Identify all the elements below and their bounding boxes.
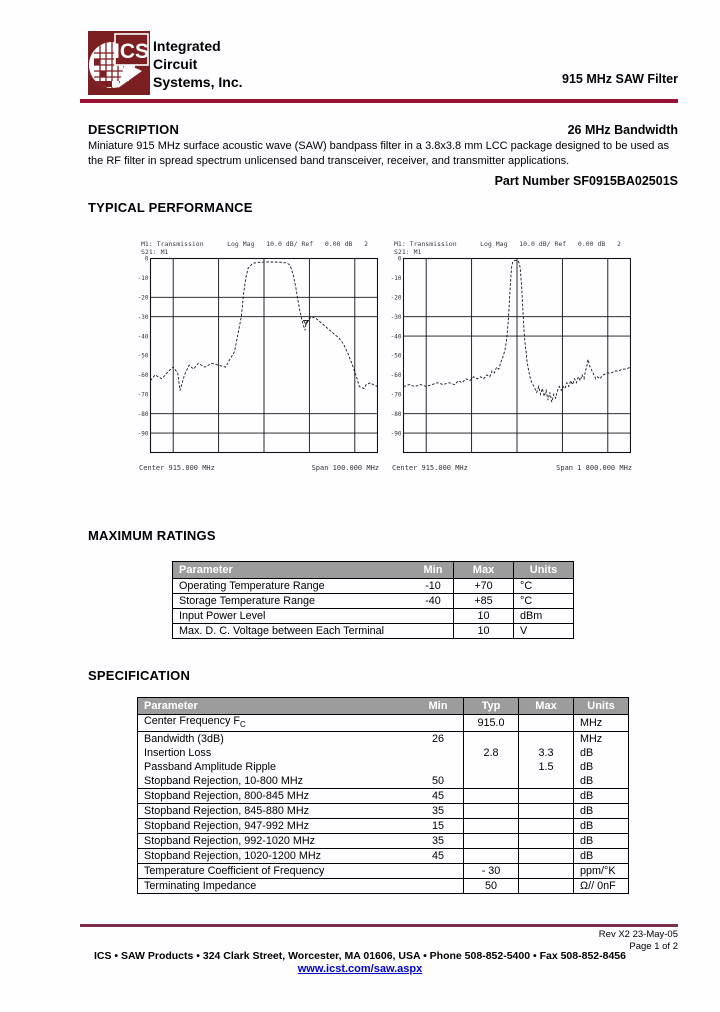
table-cell (463, 774, 518, 789)
table-cell: +70 (453, 579, 513, 594)
table-row (138, 879, 628, 893)
span-label: Span 100.000 MHz (311, 464, 379, 472)
column-header: Parameter (173, 562, 413, 579)
table-cell: MHz (573, 732, 628, 746)
table-row (138, 864, 628, 879)
y-axis-tick-label: -10 (390, 275, 402, 283)
table-cell: 45 (413, 789, 463, 804)
table-cell: 50 (463, 879, 518, 893)
header-divider (80, 99, 678, 103)
vna-header-line: M1: Transmission Log Mag 10.0 dB/ Ref 0.00 dB 2 (141, 240, 368, 248)
table-cell: dB (573, 774, 628, 789)
y-axis-tick-label: -40 (137, 333, 149, 341)
table-cell: 35 (413, 834, 463, 849)
description-text: Miniature 915 MHz surface acoustic wave (SAW) bandpass filter in a 3.8x3.8 mm LCC package designed to be used as the RF filter in spread spectrum unlicensed band transceiver, receiver, and transmitter applications. (88, 140, 670, 167)
ics-logo-text: ICS (113, 40, 150, 63)
y-axis-tick-label: 0 (144, 256, 149, 263)
table-cell: dB (573, 789, 628, 804)
column-header: Min (413, 562, 453, 579)
footer-divider (80, 924, 678, 927)
y-axis-tick-label: -50 (390, 352, 402, 360)
table-cell (413, 624, 453, 638)
center-frequency-label: Center 915.000 MHz (139, 464, 215, 472)
table-row (173, 609, 573, 624)
table-cell: dB (573, 746, 628, 760)
table-cell: 10 (453, 609, 513, 624)
vna-header-line: M1: Transmission Log Mag 10.0 dB/ Ref 0.00 dB 2 (394, 240, 621, 248)
y-axis-tick-label: -20 (137, 294, 149, 302)
table-header-row (138, 698, 628, 715)
table-row (138, 732, 628, 746)
table-cell (518, 849, 573, 864)
table-cell: Terminating Impedance (144, 879, 257, 892)
table-cell (463, 789, 518, 804)
table-cell: dB (573, 760, 628, 774)
y-axis-tick-label: 0 (397, 256, 402, 263)
y-axis-tick-label: -70 (137, 391, 149, 399)
table-cell: 45 (413, 849, 463, 864)
y-axis-tick-label: -80 (390, 410, 402, 418)
table-row (173, 624, 573, 638)
table-cell (518, 732, 573, 746)
company-line: Circuit (153, 56, 198, 72)
ics-logo (88, 31, 150, 95)
product-title-line: 915 MHz SAW Filter (562, 72, 678, 86)
table-cell: Passband Amplitude Ripple (144, 760, 277, 773)
x-axis-labels (389, 461, 634, 472)
table-cell: Input Power Level (173, 609, 413, 624)
description-heading: DESCRIPTION (88, 122, 180, 137)
table-cell: °C (513, 594, 573, 609)
column-header: Max (518, 698, 573, 715)
y-axis-tick-label: -70 (390, 391, 402, 399)
table-cell (518, 864, 573, 879)
table-cell (413, 715, 463, 732)
table-cell: Insertion Loss (144, 746, 212, 759)
performance-graph-narrowband (136, 240, 384, 472)
table-row (138, 774, 628, 789)
table-cell: V (513, 624, 573, 638)
table-cell (518, 804, 573, 819)
table-cell (463, 760, 518, 774)
y-axis-tick-label: -30 (137, 313, 149, 321)
y-axis-tick-label: -80 (137, 410, 149, 418)
vna-header-line: S21: M1 (141, 248, 169, 256)
table-row (138, 819, 628, 834)
y-axis-tick-label: -60 (390, 372, 402, 380)
table-cell: 1.5 (518, 760, 573, 774)
ics-logo-graphic (88, 31, 150, 95)
table-cell: Max. D. C. Voltage between Each Terminal (179, 624, 385, 637)
table-cell: °C (513, 579, 573, 594)
table-cell: dBm (513, 609, 573, 624)
table-cell (463, 849, 518, 864)
table-cell (463, 834, 518, 849)
website-link-row (40, 963, 680, 975)
table-cell: MHz (573, 715, 628, 732)
table-cell: Operating Temperature Range (173, 579, 413, 594)
table-cell: Stopband Rejection, 992-1020 MHz (138, 834, 413, 849)
column-header: Typ (463, 698, 518, 715)
table-cell (413, 746, 463, 760)
table-row (138, 849, 628, 864)
product-title-line: 26 MHz Bandwidth (567, 123, 678, 137)
table-cell (413, 760, 463, 774)
column-header: Max (453, 562, 513, 579)
table-cell (463, 732, 518, 746)
y-axis-tick-label: -60 (137, 372, 149, 380)
performance-graph-wideband (389, 240, 637, 472)
y-axis-tick-label: -20 (390, 294, 402, 302)
table-cell: 50 (413, 774, 463, 789)
performance-plot-svg (136, 256, 378, 456)
x-axis-labels (136, 461, 381, 472)
table-cell: Stopband Rejection, 10-800 MHz (138, 774, 413, 789)
table-cell: - 30 (463, 864, 518, 879)
y-axis-tick-label: -90 (390, 430, 402, 438)
table-cell: ppm/°K (573, 864, 628, 879)
maximum-ratings-heading: MAXIMUM RATINGS (88, 528, 216, 543)
table-cell: +85 (453, 594, 513, 609)
column-header: Min (413, 698, 463, 715)
table-header-row (173, 562, 573, 579)
y-axis-tick-label: -40 (390, 333, 402, 341)
column-header: Parameter (138, 698, 413, 715)
center-frequency-label: Center 915.000 MHz (392, 464, 468, 472)
table-cell: 26 (431, 732, 444, 745)
product-title-line: Part Number SF0915BA02501S (494, 174, 678, 188)
table-row (138, 834, 628, 849)
column-header: Units (573, 698, 628, 715)
table-cell (413, 864, 463, 879)
table-cell: Stopband Rejection, 1020-1200 MHz (138, 849, 413, 864)
table-cell: dB (573, 834, 628, 849)
table-cell: -10 (413, 579, 453, 594)
column-header: Units (513, 562, 573, 579)
revision-label: Rev X2 23-May-05 (598, 929, 678, 940)
specification-heading: SPECIFICATION (88, 668, 191, 683)
table-cell (518, 834, 573, 849)
table-row (138, 715, 628, 732)
company-name (153, 37, 243, 91)
y-axis-tick-label: -50 (137, 352, 149, 360)
table-cell (518, 715, 573, 732)
typical-performance-heading: TYPICAL PERFORMANCE (88, 200, 253, 215)
maximum-ratings-table (172, 561, 574, 639)
y-axis-tick-label: -90 (137, 430, 149, 438)
table-cell: dB (573, 819, 628, 834)
table-row (138, 804, 628, 819)
table-cell (518, 789, 573, 804)
table-row (138, 746, 628, 760)
website-link[interactable]: www.icst.com/saw.aspx (297, 963, 423, 975)
table-cell: Center Frequency $F_C$ (138, 715, 413, 732)
table-cell: 915.0 (463, 715, 518, 732)
table-cell (413, 609, 453, 624)
table-cell (463, 819, 518, 834)
table-cell: Stopband Rejection, 947-992 MHz (138, 819, 413, 834)
table-cell: Bandwidth (3dB) (144, 732, 224, 745)
vna-header-line: S21: M1 (394, 248, 422, 256)
table-cell (463, 804, 518, 819)
table-row (173, 579, 573, 594)
table-row (138, 789, 628, 804)
table-cell: 2.8 (463, 746, 518, 760)
table-cell: Temperature Coefficient of Frequency (138, 864, 413, 879)
company-line: Integrated (153, 38, 221, 54)
table-row (173, 594, 573, 609)
page-number: Page 1 of 2 (629, 941, 678, 952)
product-title (495, 37, 678, 224)
table-cell (518, 819, 573, 834)
table-cell: -40 (413, 594, 453, 609)
table-cell: 3.3 (518, 746, 573, 760)
span-label: Span 1 800.000 MHz (556, 464, 632, 472)
table-cell: Stopband Rejection, 845-880 MHz (138, 804, 413, 819)
table-row (138, 760, 628, 774)
company-line: Systems, Inc. (153, 74, 243, 90)
table-cell: 10 (453, 624, 513, 638)
table-cell: Stopband Rejection, 800-845 MHz (138, 789, 413, 804)
y-axis-tick-label: -30 (390, 313, 402, 321)
specification-table (137, 697, 629, 894)
table-cell (518, 879, 573, 893)
table-cell: 35 (413, 804, 463, 819)
y-axis-tick-label: -10 (137, 275, 149, 283)
table-cell (518, 774, 573, 789)
table-cell (413, 879, 463, 893)
company-address: ICS • SAW Products • 324 Clark Street, Worcester, MA 01606, USA • Phone 508-852-5400 • Fax 508-852-8456 (94, 950, 626, 962)
table-cell: dB (573, 849, 628, 864)
table-cell: dB (573, 804, 628, 819)
table-cell: Storage Temperature Range (173, 594, 413, 609)
performance-plot-svg (389, 256, 631, 456)
table-cell: 15 (413, 819, 463, 834)
table-cell: Ω// 0nF (573, 879, 628, 893)
